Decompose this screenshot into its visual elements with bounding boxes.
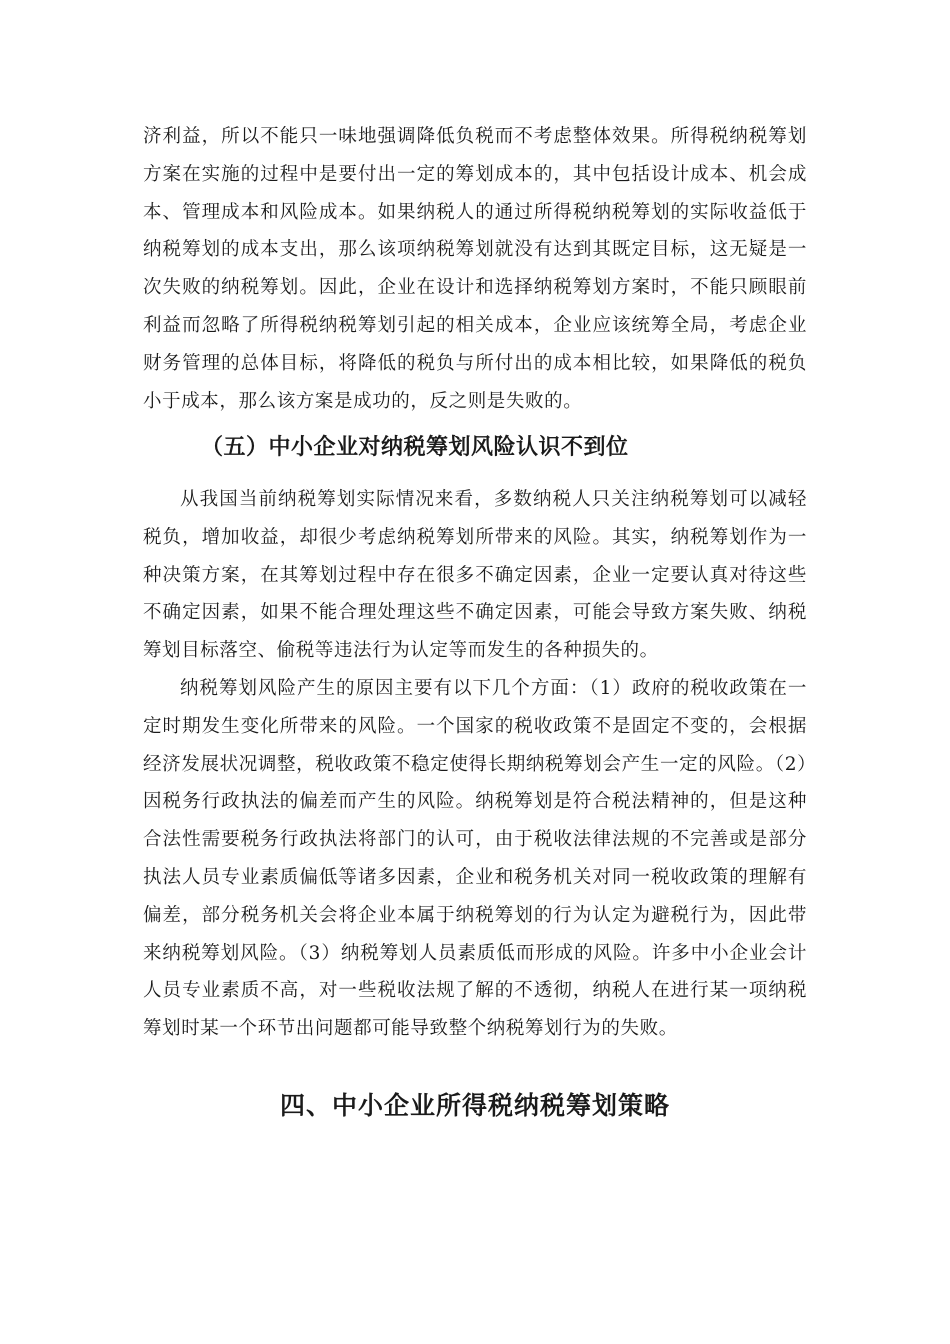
paragraph-risk-overview: 从我国当前纳税筹划实际情况来看，多数纳税人只关注纳税筹划可以减轻税负，增加收益，却很少考虑纳税筹划所带来的风险。其实，纳税筹划作为一种决策方案，在其筹划过程中存在很多不确定因素，企业一定要认真对待这些不确定因素，如果不能合理处理这些不确定因素，可能会导致方案失败、纳税筹划目标落空、偷税等违法行为认定等而发生的各种损失的。 <box>143 489 807 662</box>
section-heading-strategies: 四、中小企业所得税纳税筹划策略 <box>279 1091 670 1120</box>
paragraph-risk-causes: 纳税筹划风险产生的原因主要有以下几个方面：（1）政府的税收政策在一定时期发生变化所带来的风险。一个国家的税收政策不是固定不变的，会根据经济发展状况调整，税收政策不稳定使得长期纳税筹划会产生一定的风险。（2）因税务行政执法的偏差而产生的风险。纳税筹划是符合税法精神的，但是这种合法性需要税务行政执法将部门的认可，由于税收法律法规的不完善或是部分执法人员专业素质偏低等诸多因素，企业和税务机关对同一税收政策的理解有偏差，部分税务机关会将企业本属于纳税筹划的行为认定为避税行为，因此带来纳税筹划风险。（3）纳税筹划人员素质低而形成的风险。许多中小企业会计人员专业素质不高，对一些税收法规了解的不透彻，纳税人在进行某一项纳税筹划时某一个环节出问题都可能导致整个纳税筹划行为的失败。 <box>143 678 807 1040</box>
subheading-risk-awareness: （五）中小企业对纳税筹划风险认识不到位 <box>201 435 629 460</box>
paragraph-cost-analysis: 济利益，所以不能只一味地强调降低负税而不考虑整体效果。所得税纳税筹划方案在实施的过程中是要付出一定的筹划成本的，其中包括设计成本、机会成本、管理成本和风险成本。如果纳税人的通过所得税纳税筹划的实际收益低于纳税筹划的成本支出，那么该项纳税筹划就没有达到其既定目标，这无疑是一次失败的纳税筹划。因此，企业在设计和选择纳税筹划方案时，不能只顾眼前利益而忽略了所得税纳税筹划引起的相关成本，企业应该统筹全局，考虑企业财务管理的总体目标，将降低的税负与所付出的成本相比较，如果降低的税负小于成本，那么该方案是成功的，反之则是失败的。 <box>143 126 807 412</box>
